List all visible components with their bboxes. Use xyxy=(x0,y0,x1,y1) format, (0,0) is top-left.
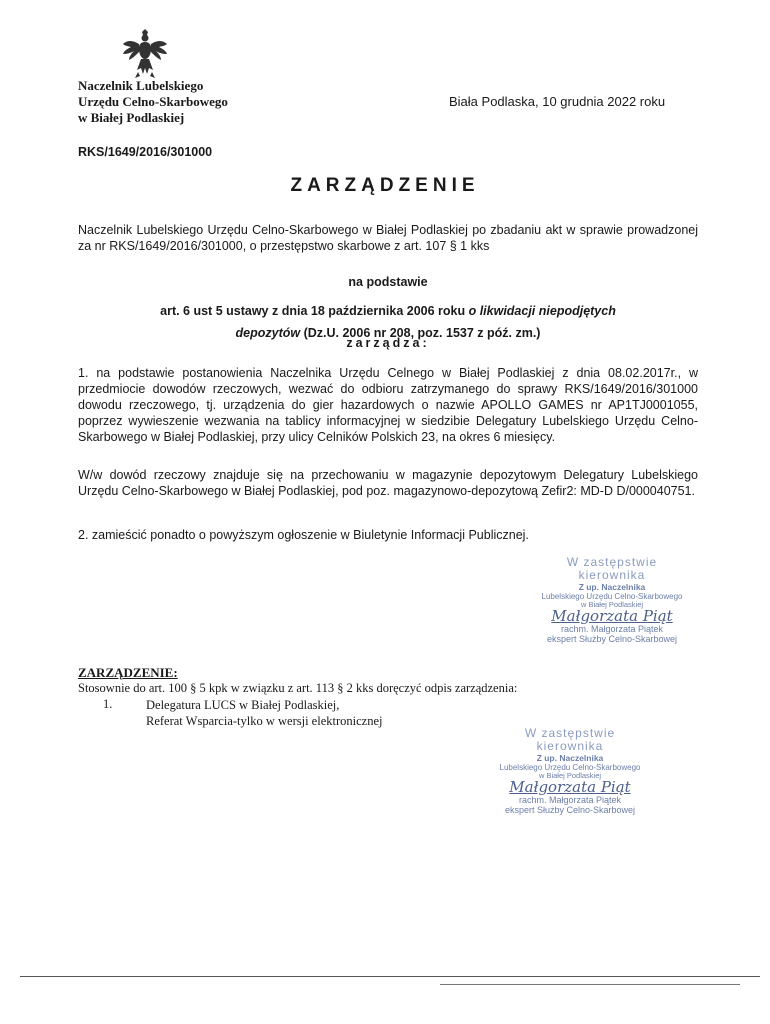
legal-basis-act-title-cont: depozytów xyxy=(235,326,301,340)
paragraph-1: 1. na podstawie postanowienia Naczelnika Urzędu Celnego w Białej Podlaskiej z dnia 08.02.2017r., w przedmiocie dowodów rzeczowych, wezwać do odbioru zatrzymanego do sprawy RKS/1649/2016/301000 dowodu rzeczowego, tj. urządzenia do gier hazardowych o nazwie APOLLO GAMES nr AP1TJ0001055, poprzez wywieszenie wezwania na tablicy informacyjnej w siedzibie Delegatury Lubelskiego Urzędu Celno-Skarbowego w Białej Podlaskiej, przy ulicy Celników Polskich 23, na okres 6 miesięcy. xyxy=(78,366,698,444)
stamp-line: w Białej Podlaskiej xyxy=(580,600,644,609)
authority-line: Urzędu Celno-Skarbowego xyxy=(78,94,228,109)
distribution-item-line: Referat Wsparcia-tylko w wersji elektronicznej xyxy=(146,714,383,728)
distribution-title: ZARZĄDZENIE: xyxy=(78,665,178,680)
signature-stamp xyxy=(512,556,712,644)
stamp-line: rachm. Małgorzata Piątek xyxy=(518,795,622,805)
distribution-item-number: 1. xyxy=(103,697,113,711)
handwritten-signature: Małgorzata Piąt xyxy=(551,607,673,625)
stamp-line: Lubelskiego Urzędu Celno-Skarbowego xyxy=(499,763,641,772)
footer-divider xyxy=(440,984,740,985)
handwritten-signature: Małgorzata Piąt xyxy=(509,778,631,796)
legal-basis-act-title: o likwidacji niepodjętych xyxy=(468,304,616,318)
place-and-date: Biała Podlaska, 10 grudnia 2022 roku xyxy=(449,94,666,109)
authority-line: Naczelnik Lubelskiego xyxy=(78,78,204,93)
basis-heading: na podstawie xyxy=(348,275,428,289)
stamp-line: rachm. Małgorzata Piątek xyxy=(560,624,664,634)
issuing-authority xyxy=(78,78,228,126)
case-reference: RKS/1649/2016/301000 xyxy=(78,145,213,159)
legal-basis-text: art. 6 ust 5 ustawy z dnia 18 października 2006 roku xyxy=(160,304,469,318)
stamp-line: Z up. Naczelnika xyxy=(536,753,604,763)
authority-line: w Białej Podlaskiej xyxy=(78,110,185,125)
document-title: ZARZĄDZENIE xyxy=(290,175,480,196)
stamp-line: ekspert Służby Celno-Skarbowej xyxy=(546,634,678,644)
signature-stamp xyxy=(470,727,670,815)
legal-basis-citation: (Dz.U. 2006 nr 208, poz. 1537 z póź. zm.) xyxy=(300,326,541,340)
footer-divider xyxy=(20,976,760,977)
stamp-line: W zastępstwie xyxy=(524,726,616,740)
stamp-line: kierownika xyxy=(536,739,604,753)
stamp-line: ekspert Służby Celno-Skarbowej xyxy=(504,805,636,815)
intro-paragraph: Naczelnik Lubelskiego Urzędu Celno-Skarbowego w Białej Podlaskiej po zbadaniu akt w sprawie prowadzonej za nr RKS/1649/2016/301000, o przestępstwo skarbowe z art. 107 § 1 kks xyxy=(78,223,698,253)
stamp-line: Lubelskiego Urzędu Celno-Skarbowego xyxy=(541,592,683,601)
distribution-item xyxy=(146,697,382,729)
stamp-line: w Białej Podlaskiej xyxy=(538,771,602,780)
stamp-line: Z up. Naczelnika xyxy=(578,582,646,592)
stamp-line: kierownika xyxy=(578,568,646,582)
paragraph-2: W/w dowód rzeczowy znajduje się na przechowaniu w magazynie depozytowym Delegatury Lubelskiego Urzędu Celno-Skarbowego w Białej Podlaskiej, pod poz. magazynowo-depozytową Zefir2: MD-D D/000040751. xyxy=(78,468,698,498)
polish-eagle-emblem-icon xyxy=(121,28,169,80)
stamp-line: W zastępstwie xyxy=(566,555,658,569)
distribution-item-line: Delegatura LUCS w Białej Podlaskiej, xyxy=(146,698,340,712)
decides-heading: zarządza: xyxy=(346,336,430,350)
paragraph-3: 2. zamieścić ponadto o powyższym ogłoszenie w Biuletynie Informacji Publicznej. xyxy=(78,528,529,542)
distribution-text: Stosownie do art. 100 § 5 kpk w związku z art. 113 § 2 kks doręczyć odpis zarządzenia: xyxy=(78,681,518,695)
